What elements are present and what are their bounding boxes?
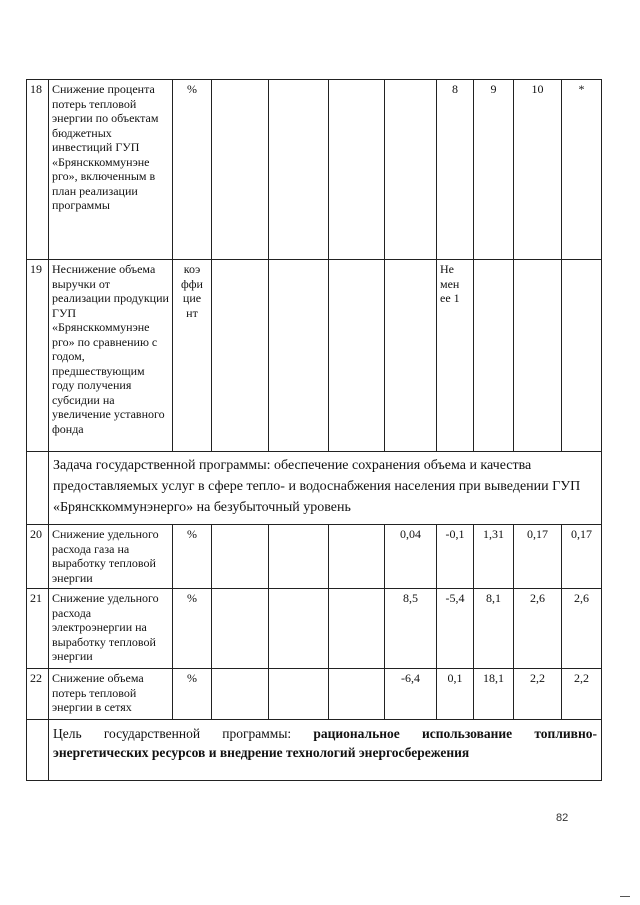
value-cell — [269, 669, 329, 720]
value-cell: 18,1 — [474, 669, 514, 720]
value-cell: 2,2 — [562, 669, 602, 720]
value-cell: 8 — [437, 80, 474, 260]
value-cell — [329, 589, 385, 669]
value-cell — [329, 260, 385, 452]
value-cell: 2,2 — [514, 669, 562, 720]
task-row — [27, 452, 602, 525]
indicator-name: Неснижение объема выручки от реализации продукции ГУП «Брянсккоммунэне рго» по сравнению с годом, предшествующим году получения субсидии на увеличение уставного фонда — [49, 260, 173, 452]
value-cell — [212, 525, 269, 589]
row-number: 22 — [27, 669, 49, 720]
value-cell: 10 — [514, 80, 562, 260]
value-cell — [329, 669, 385, 720]
value-cell — [385, 80, 437, 260]
value-cell — [514, 260, 562, 452]
value-cell — [562, 260, 602, 452]
goal-row — [27, 720, 602, 781]
indicator-name: Снижение удельного расхода газа на выработку тепловой энергии — [49, 525, 173, 589]
table-row-22 — [27, 669, 602, 720]
value-cell: 0,1 — [437, 669, 474, 720]
value-cell — [269, 525, 329, 589]
value-cell: 9 — [474, 80, 514, 260]
value-cell — [269, 260, 329, 452]
row-number: 21 — [27, 589, 49, 669]
unit-cell: коэ ффи цие нт — [173, 260, 212, 452]
value-cell: 1,31 — [474, 525, 514, 589]
value-cell — [212, 589, 269, 669]
table-row-20 — [27, 525, 602, 589]
value-cell: 0,17 — [562, 525, 602, 589]
indicator-name: Снижение объема потерь тепловой энергии в сетях — [49, 669, 173, 720]
value-cell — [212, 669, 269, 720]
unit-cell: % — [173, 525, 212, 589]
indicator-name: Снижение удельного расхода электроэнергии на выработку тепловой энергии — [49, 589, 173, 669]
value-cell: Не мен ее 1 — [437, 260, 474, 452]
empty-cell — [27, 720, 49, 781]
value-cell: 0,04 — [385, 525, 437, 589]
unit-cell: % — [173, 589, 212, 669]
value-cell — [474, 260, 514, 452]
goal-prefix: Цель государственной программы: — [53, 726, 314, 741]
value-cell — [329, 80, 385, 260]
unit-cell: % — [173, 669, 212, 720]
goal-text — [49, 720, 602, 781]
value-cell — [269, 80, 329, 260]
value-cell — [212, 80, 269, 260]
empty-cell — [27, 452, 49, 525]
goal-bold-text: рациональное использование топливно-энергетических ресурсов и внедрение технологий энергосбережения — [53, 726, 598, 760]
value-cell: 8,1 — [474, 589, 514, 669]
task-text: Задача государственной программы: обеспечение сохранения объема и качества предоставляемых услуг в сфере тепло- и водоснабжения населения при выведении ГУП «Брянсккоммунэнерго» на безубыточный уровень — [49, 452, 602, 525]
row-number: 19 — [27, 260, 49, 452]
value-cell: 0,17 — [514, 525, 562, 589]
unit-cell: % — [173, 80, 212, 260]
row-number: 18 — [27, 80, 49, 260]
value-cell: 8,5 — [385, 589, 437, 669]
page-number: 82 — [556, 812, 569, 824]
value-cell: -6,4 — [385, 669, 437, 720]
value-cell — [269, 589, 329, 669]
scan-mark — [620, 896, 630, 897]
value-cell — [212, 260, 269, 452]
table-row-19 — [27, 260, 602, 452]
row-number: 20 — [27, 525, 49, 589]
value-cell — [385, 260, 437, 452]
table-row-21 — [27, 589, 602, 669]
indicators-table — [26, 79, 602, 781]
value-cell: 2,6 — [514, 589, 562, 669]
value-cell — [329, 525, 385, 589]
value-cell: -5,4 — [437, 589, 474, 669]
value-cell: * — [562, 80, 602, 260]
value-cell: -0,1 — [437, 525, 474, 589]
indicator-name: Снижение процента потерь тепловой энергии по объектам бюджетных инвестиций ГУП «Брянсккоммунэне рго», включенным в план реализации программы — [49, 80, 173, 260]
document-sheet — [26, 79, 602, 781]
value-cell: 2,6 — [562, 589, 602, 669]
table-row-18 — [27, 80, 602, 260]
